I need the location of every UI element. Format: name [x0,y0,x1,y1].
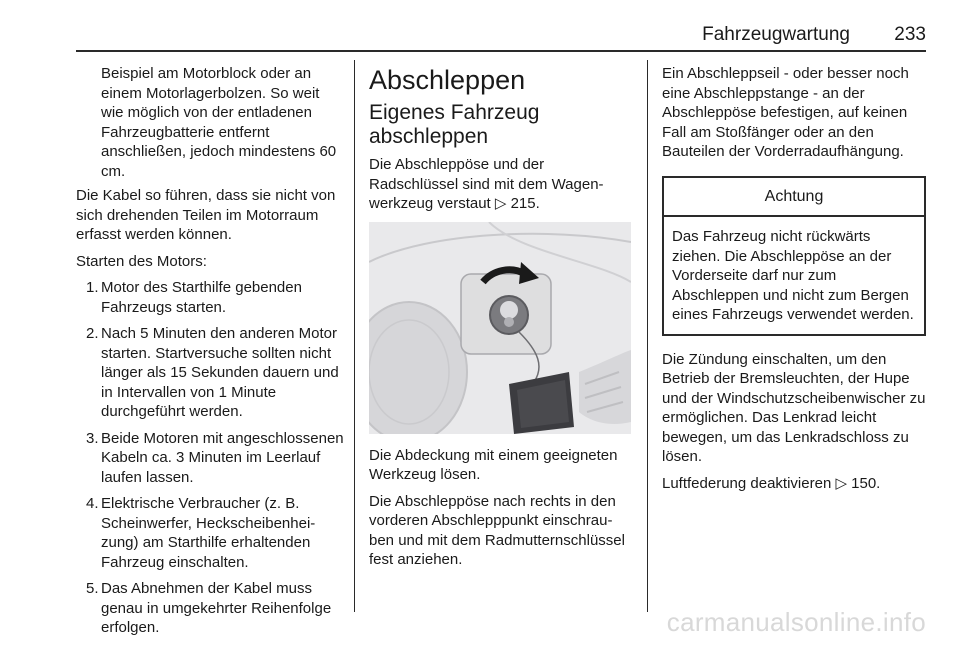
step-number: 1. [86,279,99,296]
step-text: Nach 5 Minuten den anderen Motor starten. Startversuche sollten nicht länger als 15 Sekunden dauern und in Intervallen von 1 Minute durchgeführt werden. [101,325,339,420]
continued-step-text: Beispiel am Motorblock oder an einem Motorlagerbolzen. So weit wie möglich von der entladenen Fahrzeugbatterie entfernt anschließen, jedoch mindestens 60 cm. [101,65,337,180]
step-text: Motor des Starthilfe gebenden Fahrzeugs starten. [101,279,302,316]
column-middle [369,64,631,577]
step-text: Das Abnehmen der Kabel muss genau in umgekehrter Reihenfolge erfolgen. [101,580,332,636]
step-number: 2. [86,325,99,342]
step-number: 3. [86,429,99,447]
paragraph: Luftfederung deaktivieren ▷ 150. [662,474,881,492]
paragraph: Die Kabel so führen, dass sie nicht von sich drehenden Teilen im Motorraum erfasst werden können. [76,187,336,243]
section-heading: Abschleppen [369,65,526,95]
paragraph: Die Zündung einschalten, um den Betrieb der Bremsleuchten, der Hupe und der Windschutzscheibenwischer zu ermöglichen. Das Lenkrad leicht bewegen, um das Lenkradschloss zu lösen. [662,350,926,465]
towing-eye-illustration [369,222,631,434]
caution-box [662,176,926,336]
subsection-heading: Eigenes Fahrzeug abschleppen [369,101,540,148]
paragraph: Die Abdeckung mit einem geeigneten Werkzeug lösen. [369,446,618,483]
page-number: 233 [894,24,926,45]
caution-heading: Achtung [664,178,924,218]
list-item [76,278,346,317]
paragraph: Die Abschleppöse und der Radschlüssel sind mit dem Wagenwerkzeug verstaut ▷ 215. [369,156,604,212]
column-divider-2 [647,60,648,612]
list-item [76,429,346,488]
paragraph: Ein Abschleppseil - oder besser noch eine Abschleppstange - an der Abschleppöse befestigen, auf keinen Fall am Stoßfänger oder an den Bauteilen der Vorderradaufhängung. [662,65,909,160]
column-right [662,64,926,500]
step-text: Beide Motoren mit angeschlossenen Kabeln ca. 3 Minuten im Leerlauf laufen lassen. [101,429,344,486]
paragraph: Starten des Motors: [76,252,207,270]
page-header [76,22,926,52]
column-divider-1 [354,60,355,612]
section-title: Fahrzeugwartung [702,24,850,45]
paragraph: Die Abschleppöse nach rechts in den vorderen Abschlepppunkt einschrauben und mit dem Radmutternschlüssel fest anziehen. [369,492,625,568]
caution-text: Das Fahrzeug nicht rückwärts ziehen. Die Abschleppöse an der Vorderseite darf nur zum Abschleppen und nicht zum Bergen eines Fahrzeugs verwendet werden. [672,228,914,323]
start-steps-list [76,278,346,638]
list-item [76,494,346,572]
step-number: 4. [86,495,99,512]
watermark: carmanualsonline.info [666,607,926,637]
step-number: 5. [86,580,99,597]
column-left [76,64,346,645]
step-text: Elektrische Verbraucher (z. B. Scheinwerfer, Heckscheibenheizung) am Starthilfe erhaltenden Fahrzeug einschalten. [101,495,316,571]
list-item [76,579,346,638]
list-item [76,324,346,422]
